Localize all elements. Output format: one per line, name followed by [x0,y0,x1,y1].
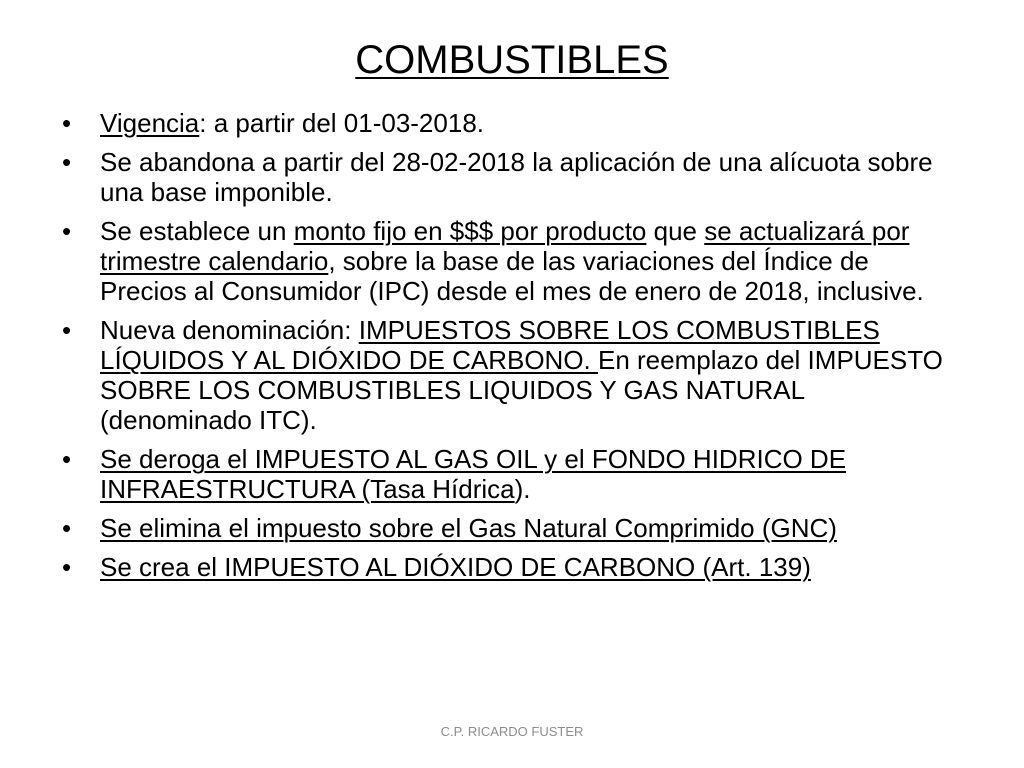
bullet-item-vigencia [62,108,962,138]
bullet-text-segment: Vigencia [100,108,200,138]
slide-title: COMBUSTIBLES [355,38,669,82]
bullet-text-segment: Se elimina el impuesto sobre el Gas Natural Comprimido (GNC) [100,513,837,543]
bullet-text-segment: Nueva denominación: [100,315,359,345]
bullet-text-segment: monto fijo en $$$ por producto [293,216,647,246]
bullet-item-denominacion [62,315,962,435]
bullet-text-segment: IMPUESTOS SOBRE LOS COMBUSTIBLES LÍQUIDOS Y AL DIÓXIDO DE CARBONO. [100,315,880,375]
bullet-text-segment: Se deroga el IMPUESTO AL GAS OIL y el FONDO HIDRICO DE INFRAESTRUCTURA (Tasa Hídrica [100,444,847,504]
bullet-item-deroga [62,444,962,504]
bullet-text-segment: En reemplazo del IMPUESTO SOBRE LOS COMBUSTIBLES LIQUIDOS Y GAS NATURAL (denominado ITC). [100,345,943,435]
bullet-list [62,108,962,591]
bullet-item-dioxido [62,552,962,582]
slide-footer: C.P. RICARDO FUSTER [440,724,584,739]
bullet-text-segment: se actualizará por trimestre calendario [100,216,910,276]
bullet-item-gnc [62,513,962,543]
bullet-text-segment: Se establece un [100,216,294,246]
bullet-text-segment: , sobre la base de las variaciones del Índice de Precios al Consumidor (IPC) desde el mes de enero de 2018, inclusive. [100,246,924,306]
bullet-text-segment: Se crea el IMPUESTO AL DIÓXIDO DE CARBONO (Art. 139) [100,552,811,582]
bullet-item-monto-fijo [62,216,962,306]
bullet-item-abandono [62,147,962,207]
bullet-text-segment: que [646,216,705,246]
bullet-text-segment: : a partir del 01-03-2018. [199,108,484,138]
bullet-text-segment: ). [514,474,531,504]
bullet-text-segment: Se abandona a partir del 28-02-2018 la aplicación de una alícuota sobre una base imponible. [100,147,933,207]
